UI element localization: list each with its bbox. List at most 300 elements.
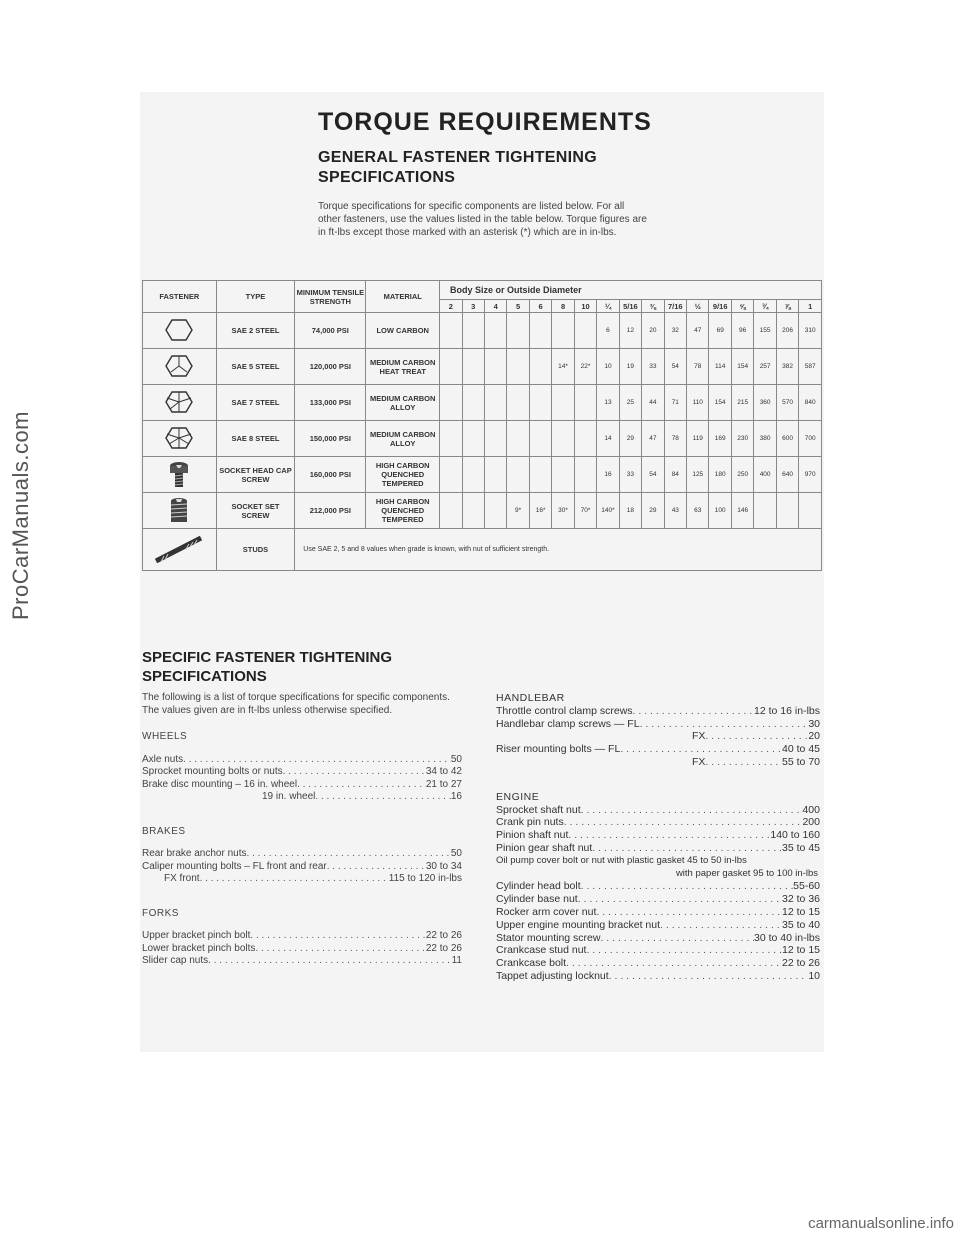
spec-value: 32 to 36 xyxy=(782,893,820,906)
leader-dots xyxy=(327,861,426,874)
studs-note-cell: Use SAE 2, 5 and 8 values when grade is known, with nut of sufficient strength. xyxy=(295,529,822,571)
general-spec-heading-line1: GENERAL FASTENER TIGHTENING xyxy=(318,149,597,166)
spec-label: Crankcase bolt xyxy=(496,957,567,970)
spec-line xyxy=(496,816,820,829)
leader-dots xyxy=(620,743,782,756)
torque-value-cell: 169 xyxy=(709,421,731,457)
spec-value: 50 xyxy=(450,753,462,765)
torque-value-cell: 257 xyxy=(754,349,776,385)
torque-value-cell: 70* xyxy=(574,493,596,529)
torque-value-cell: 110 xyxy=(687,385,709,421)
leader-dots xyxy=(633,705,754,718)
spec-line xyxy=(142,848,462,861)
leader-dots xyxy=(596,906,782,919)
table-row xyxy=(143,493,822,529)
torque-value-cell: 54 xyxy=(642,457,664,493)
torque-value-cell: 69 xyxy=(709,313,731,349)
spec-label: Sprocket shaft nut xyxy=(496,803,581,816)
torque-value-cell: 310 xyxy=(799,313,822,349)
torque-value-cell xyxy=(440,493,462,529)
torque-value-cell: 20 xyxy=(642,313,664,349)
spec-label: Brake disc mounting – 16 in. wheel xyxy=(142,778,298,790)
size-header-cell: 8 xyxy=(552,300,574,313)
torque-value-cell xyxy=(462,313,484,349)
torque-value-cell: 25 xyxy=(619,385,641,421)
leader-dots xyxy=(283,766,426,779)
torque-value-cell: 47 xyxy=(642,421,664,457)
fastener-icon-cell xyxy=(143,421,217,457)
sae2-bolt-head-icon xyxy=(164,337,194,346)
torque-value-cell xyxy=(484,421,506,457)
spec-line xyxy=(496,944,820,957)
spec-value: 35 to 40 xyxy=(782,918,820,931)
socket-set-screw-icon xyxy=(164,517,194,526)
spec-line xyxy=(142,766,462,779)
torque-value-cell: 600 xyxy=(776,421,798,457)
spec-line xyxy=(496,919,820,932)
spec-label: Pinion shaft nut xyxy=(496,829,569,842)
fastener-icon-cell xyxy=(143,493,217,529)
torque-value-cell xyxy=(529,421,551,457)
spec-line xyxy=(496,756,820,769)
leader-dots xyxy=(250,930,425,943)
torque-value-cell: 10 xyxy=(597,349,619,385)
material-cell: MEDIUM CARBON HEAT TREAT xyxy=(366,349,440,385)
spec-value: 12 to 15 xyxy=(782,905,820,918)
oil-pump-line1: Oil pump cover bolt or nut with plastic gasket 45 to 50 in-lbs xyxy=(496,854,747,866)
table-body xyxy=(143,313,822,571)
leader-dots xyxy=(566,957,782,970)
spec-line xyxy=(496,718,820,731)
material-cell: MEDIUM CARBON ALLOY xyxy=(366,421,440,457)
spec-value: 55 to 70 xyxy=(782,755,820,768)
table-row-studs xyxy=(143,529,822,571)
torque-value-cell xyxy=(484,313,506,349)
spec-line xyxy=(142,791,462,804)
material-cell: MEDIUM CARBON ALLOY xyxy=(366,385,440,421)
engine-list xyxy=(496,804,820,855)
torque-value-cell xyxy=(440,457,462,493)
spec-line xyxy=(496,829,820,842)
type-cell: SAE 2 STEEL xyxy=(216,313,295,349)
torque-value-cell: 78 xyxy=(664,421,686,457)
table-row xyxy=(143,313,822,349)
spec-value: 16 xyxy=(450,791,462,802)
leader-dots xyxy=(640,718,809,731)
wheels-list xyxy=(142,754,462,804)
leader-dots xyxy=(255,943,425,956)
torque-value-cell: 382 xyxy=(776,349,798,385)
torque-value-cell: 380 xyxy=(754,421,776,457)
socket-head-cap-screw-icon xyxy=(164,481,194,490)
torque-value-cell: 154 xyxy=(731,349,753,385)
torque-value-cell: 114 xyxy=(709,349,731,385)
side-watermark: ProCarManuals.com xyxy=(8,410,33,620)
spec-line xyxy=(142,861,462,874)
spec-line xyxy=(496,932,820,945)
torque-value-cell: 84 xyxy=(664,457,686,493)
size-header-cell: 3 xyxy=(462,300,484,313)
material-cell: HIGH CARBON QUENCHED TEMPERED xyxy=(366,457,440,493)
spec-line xyxy=(496,804,820,817)
fastener-icon-cell xyxy=(143,529,217,571)
torque-value-cell xyxy=(552,313,574,349)
size-header-cell: 6 xyxy=(529,300,551,313)
spec-value: 30 to 40 in-lbs xyxy=(754,931,820,944)
spec-value: 22 to 26 xyxy=(425,930,462,941)
spec-value: 30 to 34 xyxy=(425,860,462,872)
spec-value: 35 to 45 xyxy=(782,841,820,854)
torque-value-cell xyxy=(574,457,596,493)
leader-dots xyxy=(600,932,754,945)
spec-label: Crankcase stud nut xyxy=(496,944,587,957)
torque-value-cell: 16 xyxy=(597,457,619,493)
size-header-cell: 9/16 xyxy=(709,300,731,313)
leader-dots xyxy=(581,880,794,893)
torque-value-cell: 63 xyxy=(687,493,709,529)
spec-value: 34 to 42 xyxy=(425,766,462,777)
oil-pump-line2: with paper gasket 95 to 100 in-lbs xyxy=(675,867,818,879)
torque-value-cell xyxy=(462,457,484,493)
spec-line xyxy=(142,930,462,943)
spec-label: Upper engine mounting bracket nut xyxy=(496,918,661,931)
sae7-bolt-head-icon xyxy=(164,409,194,418)
stud-icon xyxy=(153,556,205,565)
specific-intro: The following is a list of torque specifications for specific components. The values given are in ft-lbs unless otherwise specified. xyxy=(142,692,450,716)
spec-label: Slider cap nuts xyxy=(142,955,209,966)
type-cell: SAE 7 STEEL xyxy=(216,385,295,421)
spec-label: Cylinder base nut xyxy=(496,893,578,906)
leader-dots xyxy=(564,816,803,829)
torque-value-cell xyxy=(440,313,462,349)
size-header-cell: 4 xyxy=(484,300,506,313)
spec-line xyxy=(496,743,820,756)
torque-value-cell xyxy=(462,493,484,529)
type-cell: SOCKET HEAD CAP SCREW xyxy=(216,457,295,493)
torque-value-cell xyxy=(529,457,551,493)
general-spec-heading-line2: SPECIFICATIONS xyxy=(318,169,456,186)
spec-label: Rocker arm cover nut xyxy=(496,905,597,918)
torque-value-cell xyxy=(552,385,574,421)
fastener-spec-table xyxy=(142,280,822,571)
spec-line xyxy=(496,970,820,983)
sae8-bolt-head-icon xyxy=(164,445,194,454)
torque-value-cell: 54 xyxy=(664,349,686,385)
spec-label: Cylinder head bolt xyxy=(496,880,581,893)
size-header-cell: 7/16 xyxy=(664,300,686,313)
torque-value-cell xyxy=(462,421,484,457)
leader-dots xyxy=(183,754,451,767)
torque-value-cell: 119 xyxy=(687,421,709,457)
general-spec-heading xyxy=(318,148,597,188)
leader-dots xyxy=(568,829,770,842)
spec-value: 200 xyxy=(802,816,820,829)
torque-value-cell xyxy=(440,421,462,457)
spec-label: Stator mounting screw xyxy=(496,931,601,944)
handlebar-list xyxy=(496,705,820,769)
brakes-header: BRAKES xyxy=(142,825,186,837)
torque-value-cell: 12 xyxy=(619,313,641,349)
leader-dots xyxy=(200,873,389,886)
spec-value: 11 xyxy=(451,955,462,966)
size-header-cell: ¾ xyxy=(754,300,776,313)
strength-cell: 150,000 PSI xyxy=(295,421,366,457)
specific-spec-heading-line1: SPECIFIC FASTENER TIGHTENING xyxy=(142,649,393,666)
header-type: TYPE xyxy=(216,281,295,313)
spec-value: 55-60 xyxy=(793,880,820,893)
spec-value: 21 to 27 xyxy=(425,778,462,790)
torque-value-cell: 970 xyxy=(799,457,822,493)
spec-value: 30 xyxy=(808,717,820,730)
spec-label: FX xyxy=(692,730,706,743)
torque-value-cell: 44 xyxy=(642,385,664,421)
torque-value-cell: 9* xyxy=(507,493,529,529)
torque-value-cell: 206 xyxy=(776,313,798,349)
spec-value: 22 to 26 xyxy=(782,957,820,970)
torque-value-cell xyxy=(507,349,529,385)
spec-label: Crank pin nuts xyxy=(496,816,564,829)
leader-dots xyxy=(247,848,451,861)
size-header-cell: ⅞ xyxy=(776,300,798,313)
page-title: TORQUE REQUIREMENTS xyxy=(318,108,652,136)
material-cell: HIGH CARBON QUENCHED TEMPERED xyxy=(366,493,440,529)
size-header-cell: 5/16 xyxy=(619,300,641,313)
torque-value-cell: 78 xyxy=(687,349,709,385)
strength-cell: 160,000 PSI xyxy=(295,457,366,493)
torque-value-cell: 14* xyxy=(552,349,574,385)
torque-value-cell: 154 xyxy=(709,385,731,421)
size-header-cell: 5 xyxy=(507,300,529,313)
header-fastener: FASTENER xyxy=(143,281,217,313)
spec-line xyxy=(496,842,820,855)
torque-value-cell: 30* xyxy=(552,493,574,529)
torque-value-cell xyxy=(754,493,776,529)
table-row xyxy=(143,457,822,493)
torque-value-cell: 250 xyxy=(731,457,753,493)
spec-value: 50 xyxy=(450,848,462,859)
torque-value-cell: 43 xyxy=(664,493,686,529)
torque-value-cell: 29 xyxy=(619,421,641,457)
leader-dots xyxy=(208,955,451,968)
torque-value-cell: 100 xyxy=(709,493,731,529)
size-header-cell: ⅝ xyxy=(731,300,753,313)
sae5-bolt-head-icon xyxy=(164,373,194,382)
size-header-cell: 10 xyxy=(574,300,596,313)
spec-label: Lower bracket pinch bolts xyxy=(142,942,256,954)
strength-cell: 74,000 PSI xyxy=(295,313,366,349)
type-cell: SOCKET SET SCREW xyxy=(216,493,295,529)
torque-value-cell: 125 xyxy=(687,457,709,493)
table-row xyxy=(143,385,822,421)
torque-value-cell xyxy=(552,457,574,493)
torque-value-cell: 570 xyxy=(776,385,798,421)
spec-value: 22 to 26 xyxy=(425,942,462,954)
spec-line xyxy=(142,943,462,956)
spec-label: 19 in. wheel xyxy=(262,791,316,802)
leader-dots xyxy=(581,804,803,817)
torque-value-cell xyxy=(776,493,798,529)
torque-value-cell: 400 xyxy=(754,457,776,493)
spec-label: Handlebar clamp screws — FL xyxy=(496,717,640,730)
spec-line xyxy=(142,779,462,792)
torque-value-cell xyxy=(574,313,596,349)
leader-dots xyxy=(578,893,782,906)
specific-spec-heading xyxy=(142,648,392,686)
engine-header: ENGINE xyxy=(496,790,540,803)
spec-label: Caliper mounting bolts – FL front and rear xyxy=(142,860,327,872)
torque-value-cell xyxy=(484,385,506,421)
left-column xyxy=(142,692,462,968)
fastener-icon-cell xyxy=(143,349,217,385)
spec-value: 10 xyxy=(808,969,820,982)
torque-value-cell xyxy=(462,385,484,421)
torque-value-cell xyxy=(507,457,529,493)
table-row xyxy=(143,421,822,457)
type-cell: SAE 8 STEEL xyxy=(216,421,295,457)
torque-value-cell: 29 xyxy=(642,493,664,529)
torque-value-cell xyxy=(574,385,596,421)
torque-value-cell xyxy=(507,313,529,349)
spec-value: 12 to 15 xyxy=(782,944,820,957)
torque-value-cell xyxy=(462,349,484,385)
torque-value-cell: 587 xyxy=(799,349,822,385)
spec-line xyxy=(496,705,820,718)
forks-header: FORKS xyxy=(142,907,179,919)
spec-label: FX front xyxy=(164,873,200,884)
type-cell: SAE 5 STEEL xyxy=(216,349,295,385)
torque-value-cell: 33 xyxy=(642,349,664,385)
size-header-cell: ¼ xyxy=(597,300,619,313)
fastener-icon-cell xyxy=(143,457,217,493)
spec-line xyxy=(496,730,820,743)
spec-value: 140 to 160 xyxy=(770,829,820,842)
header-material: MATERIAL xyxy=(366,281,440,313)
torque-value-cell: 18 xyxy=(619,493,641,529)
torque-value-cell xyxy=(440,349,462,385)
torque-value-cell: 180 xyxy=(709,457,731,493)
material-cell: LOW CARBON xyxy=(366,313,440,349)
leader-dots xyxy=(705,756,782,769)
handlebar-header: HANDLEBAR xyxy=(496,692,565,704)
leader-dots xyxy=(315,791,451,804)
fastener-icon-cell xyxy=(143,313,217,349)
torque-value-cell: 32 xyxy=(664,313,686,349)
torque-value-cell: 155 xyxy=(754,313,776,349)
torque-value-cell xyxy=(799,493,822,529)
spec-value: 40 to 45 xyxy=(782,743,820,756)
spec-value: 12 to 16 in-lbs xyxy=(754,704,820,717)
leader-dots xyxy=(660,919,782,932)
intro-paragraph: Torque specifications for specific components are listed below. For all other fasteners, use the values listed in the table below. Torque figures are in ft-lbs except those marked with an asterisk (*) which are in in-lbs. xyxy=(318,201,647,238)
torque-value-cell xyxy=(574,421,596,457)
torque-value-cell: 230 xyxy=(731,421,753,457)
torque-value-cell: 96 xyxy=(731,313,753,349)
spec-label: Pinion gear shaft nut xyxy=(496,841,593,854)
torque-value-cell: 71 xyxy=(664,385,686,421)
torque-value-cell: 840 xyxy=(799,385,822,421)
torque-value-cell: 360 xyxy=(754,385,776,421)
leader-dots xyxy=(586,944,782,957)
torque-value-cell xyxy=(440,385,462,421)
torque-value-cell: 47 xyxy=(687,313,709,349)
torque-value-cell xyxy=(529,385,551,421)
footer-watermark: carmanualsonline.info xyxy=(808,1215,954,1232)
torque-value-cell xyxy=(507,385,529,421)
torque-value-cell xyxy=(507,421,529,457)
torque-value-cell: 14 xyxy=(597,421,619,457)
size-header-cell: ⅜ xyxy=(642,300,664,313)
torque-value-cell: 22* xyxy=(574,349,596,385)
forks-list xyxy=(142,930,462,968)
spec-label: Riser mounting bolts — FL xyxy=(496,743,621,756)
spec-label: Tappet adjusting locknut xyxy=(496,969,609,982)
strength-cell: 133,000 PSI xyxy=(295,385,366,421)
torque-value-cell: 13 xyxy=(597,385,619,421)
torque-value-cell: 146 xyxy=(731,493,753,529)
spec-label: Upper bracket pinch bolt xyxy=(142,930,251,941)
spec-label: Axle nuts xyxy=(142,753,184,765)
leader-dots xyxy=(297,779,426,792)
header-body-size: Body Size or Outside Diameter xyxy=(440,281,822,300)
spec-label: Rear brake anchor nuts xyxy=(142,848,247,859)
strength-cell: 212,000 PSI xyxy=(295,493,366,529)
torque-value-cell xyxy=(529,349,551,385)
torque-value-cell: 215 xyxy=(731,385,753,421)
torque-value-cell xyxy=(484,349,506,385)
torque-value-cell xyxy=(529,313,551,349)
wheels-header: WHEELS xyxy=(142,731,188,742)
torque-value-cell xyxy=(484,457,506,493)
torque-value-cell: 640 xyxy=(776,457,798,493)
type-cell: STUDS xyxy=(216,529,295,571)
leader-dots xyxy=(705,730,808,743)
spec-line xyxy=(496,880,820,893)
spec-line xyxy=(142,955,462,968)
torque-value-cell: 16* xyxy=(529,493,551,529)
spec-label: Throttle control clamp screws xyxy=(496,704,633,717)
spec-label: FX xyxy=(692,755,706,768)
torque-value-cell: 33 xyxy=(619,457,641,493)
torque-value-cell xyxy=(552,421,574,457)
torque-value-cell: 6 xyxy=(597,313,619,349)
spec-value: 400 xyxy=(802,803,820,816)
size-header-cell: ½ xyxy=(687,300,709,313)
right-column xyxy=(496,692,820,983)
spec-line xyxy=(142,754,462,767)
torque-value-cell: 700 xyxy=(799,421,822,457)
fastener-icon-cell xyxy=(143,385,217,421)
size-header-cell: 1 xyxy=(799,300,822,313)
leader-dots xyxy=(609,970,809,983)
spec-value: 20 xyxy=(808,730,820,743)
spec-line xyxy=(496,957,820,970)
engine-list-continued xyxy=(496,880,820,982)
spec-line xyxy=(496,893,820,906)
brakes-list xyxy=(142,848,462,886)
spec-value: 115 to 120 in-lbs xyxy=(388,873,462,884)
strength-cell: 120,000 PSI xyxy=(295,349,366,385)
header-strength: MINIMUM TENSILE STRENGTH xyxy=(295,281,366,313)
specific-spec-heading-line2: SPECIFICATIONS xyxy=(142,668,267,685)
torque-value-cell xyxy=(484,493,506,529)
spec-line xyxy=(496,906,820,919)
leader-dots xyxy=(592,842,782,855)
torque-value-cell: 140* xyxy=(597,493,619,529)
table-row xyxy=(143,349,822,385)
torque-value-cell: 19 xyxy=(619,349,641,385)
spec-label: Sprocket mounting bolts or nuts xyxy=(142,766,283,777)
size-header-cell: 2 xyxy=(440,300,462,313)
